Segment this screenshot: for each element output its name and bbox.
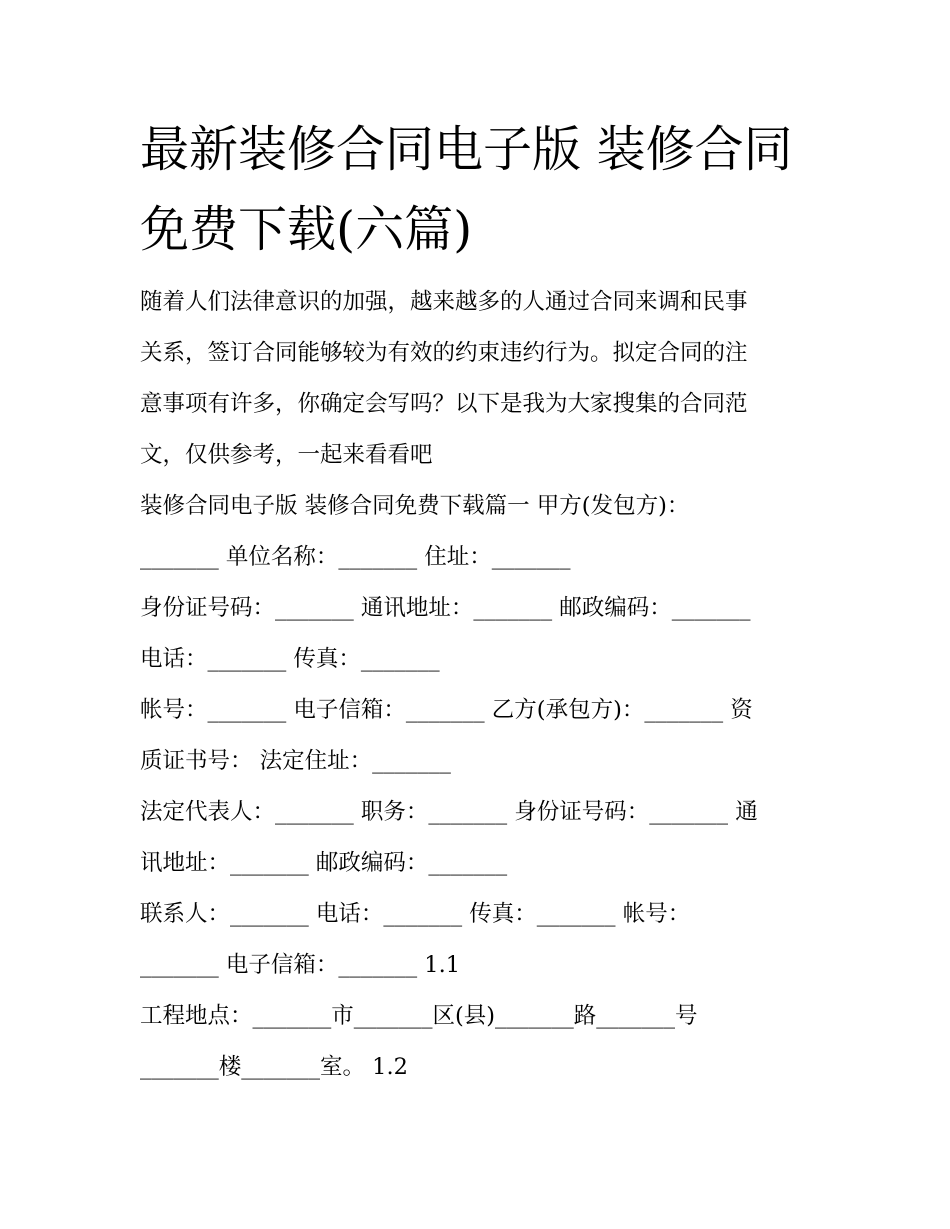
document-body — [140, 277, 820, 1093]
form-field-line: 讯地址：_______ 邮政编码：_______ — [140, 850, 508, 876]
form-field-line: 帐号：_______ 电子信箱：_______ 乙方(承包方)：_______ 资 — [140, 697, 753, 723]
paragraph-line: 意事项有许多，你确定会写吗？以下是我为大家搜集的合同范 — [140, 391, 748, 417]
form-field-line: _______ 单位名称：_______ 住址：_______ — [140, 544, 571, 570]
paragraph-line: 关系，签订合同能够较为有效的约束违约行为。拟定合同的注 — [140, 340, 748, 366]
section-heading-line: 装修合同电子版 装修合同免费下载篇一 甲方(发包方)： — [140, 493, 690, 519]
form-field-line: 联系人：_______ 电话：_______ 传真：_______ 帐号： — [140, 901, 691, 927]
paragraph-line: 文，仅供参考，一起来看看吧 — [140, 442, 433, 468]
form-field-line: _______楼_______室。 1.2 — [140, 1054, 408, 1080]
form-field-line: 法定代表人：_______ 职务：_______ 身份证号码：_______ 通 — [140, 799, 758, 825]
form-field-line: 身份证号码：_______ 通讯地址：_______ 邮政编码：_______ — [140, 595, 751, 621]
form-field-line: _______ 电子信箱：_______ 1.1 — [140, 952, 461, 978]
form-field-line: 工程地点：_______市_______区(县)_______路_______号 — [140, 1003, 698, 1029]
document-title: 最新装修合同电子版 装修合同免费下载(六篇) — [140, 121, 793, 258]
form-field-line: 质证书号： 法定住址：_______ — [140, 748, 451, 774]
form-field-line: 电话：_______ 传真：_______ — [140, 646, 440, 672]
paragraph-line: 随着人们法律意识的加强，越来越多的人通过合同来调和民事 — [140, 289, 748, 315]
